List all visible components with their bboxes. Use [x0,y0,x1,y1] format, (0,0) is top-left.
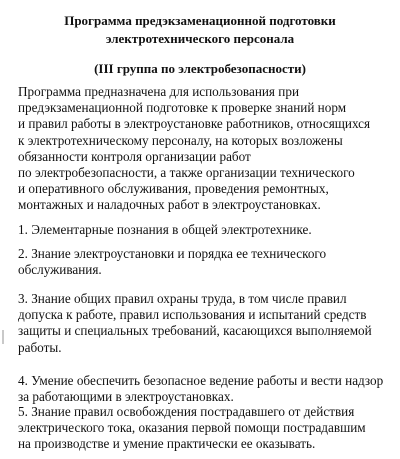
document-title-line-1: Программа предэкзаменационной подготовки [64,13,336,28]
text-line: за работающими в электроустановках. [18,389,234,405]
text-line: Программа предназначена для использования при [18,84,300,99]
text-line: 3. Знание общих правил охраны труда, в том числе правил [18,291,347,306]
text-line: работы. [18,339,62,355]
text-line: по электробезопасности, а также организации технического [18,165,355,181]
text-line: обслуживания. [18,262,102,278]
text-line: обязанности контроля организации работ [18,148,251,164]
text-line: защиты и специальных требований, касающихся выполняемой [18,323,372,339]
text-line: на производстве и умение практически ее оказывать. [18,436,316,452]
document-title-line-2: электротехнического персонала [105,31,295,46]
list-item-4 [18,373,396,405]
text-line: 2. Знание электроустановки и порядка ее технического [18,246,327,261]
text-line: и правил работы в электроустановке работников, относящихся [18,116,371,132]
text-line: монтажных и наладочных работ в электроустановках. [18,197,321,213]
text-line: и оперативного обслуживания, проведения ремонтных, [18,181,329,197]
text-line: электрического тока, оказания первой помощи пострадавшим [18,420,366,436]
list-item-5 [18,404,396,453]
text-line: к электротехническому персоналу, на которых возложены [18,132,343,148]
text-line: 4. Умение обеспечить безопасное ведение работы и вести надзор [18,373,384,388]
list-item-1 [18,222,396,238]
text-line: допуска к работе, правил использования и испытаний средств [18,307,367,323]
list-item-3 [18,291,396,356]
text-line: предэкзаменационной подготовке к проверке знаний норм [18,100,347,116]
document-subtitle: (III группа по электробезопасности) [94,61,306,76]
text-line: 5. Знание правил освобождения пострадавшего от действия [18,404,355,419]
text-line: 1. Элементарные познания в общей электротехнике. [18,222,312,237]
intro-paragraph [18,84,396,214]
page-edge-mark [2,330,4,344]
list-item-2 [18,246,396,278]
